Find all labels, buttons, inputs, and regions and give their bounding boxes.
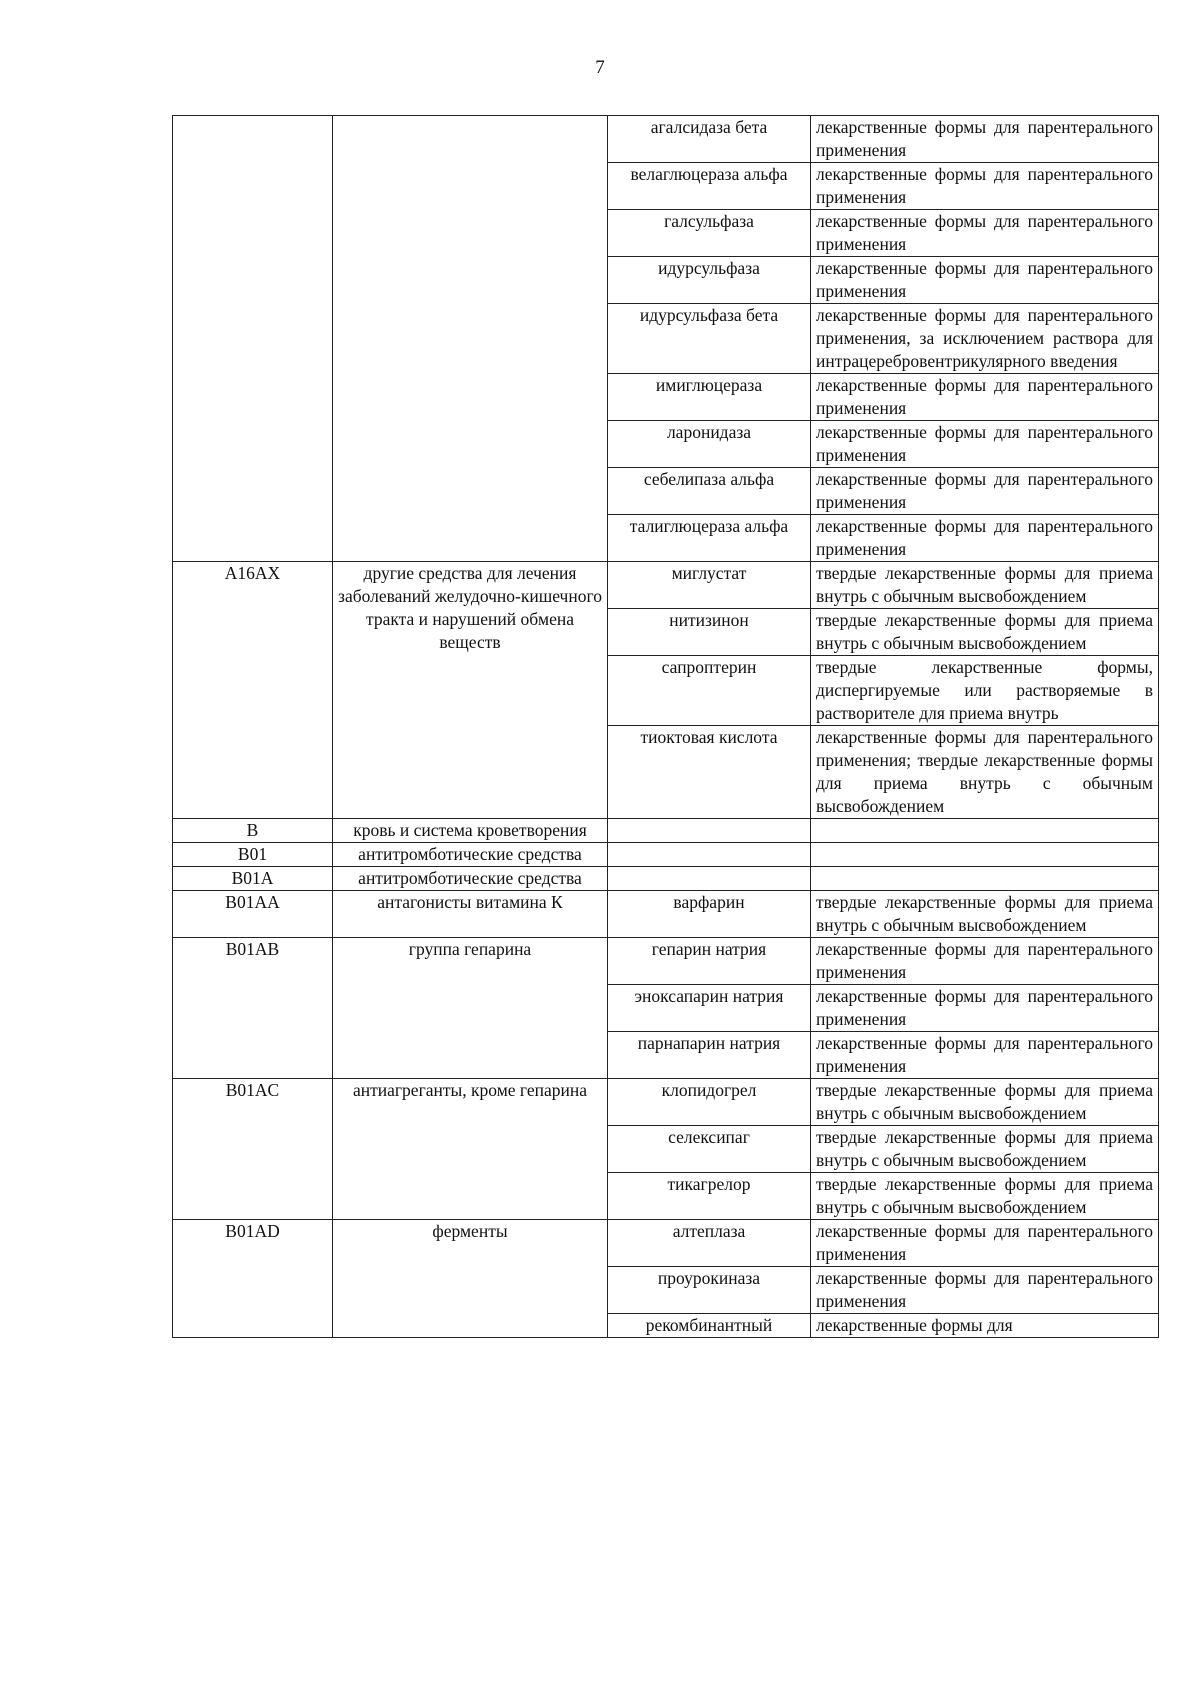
dosage-form-cell bbox=[811, 867, 1159, 891]
dosage-form-cell: лекарственные формы для парентерального применения bbox=[811, 1220, 1159, 1267]
drug-name-cell: ларонидаза bbox=[608, 421, 811, 468]
group-name-cell: антитромботические средства bbox=[333, 843, 608, 867]
group-name-cell: кровь и система кроветворения bbox=[333, 819, 608, 843]
dosage-form-cell: лекарственные формы для парентерального применения bbox=[811, 210, 1159, 257]
dosage-form-cell: твердые лекарственные формы для приема внутрь с обычным высвобождением bbox=[811, 891, 1159, 938]
drug-name-cell: имиглюцераза bbox=[608, 374, 811, 421]
atc-code-cell: B bbox=[173, 819, 333, 843]
drug-name-cell: тикагрелор bbox=[608, 1173, 811, 1220]
drug-name-cell: гепарин натрия bbox=[608, 938, 811, 985]
drug-name-cell: талиглюцераза альфа bbox=[608, 515, 811, 562]
dosage-form-cell: лекарственные формы для парентерального применения bbox=[811, 1267, 1159, 1314]
dosage-form-cell: твердые лекарственные формы для приема внутрь с обычным высвобождением bbox=[811, 562, 1159, 609]
drug-name-cell bbox=[608, 819, 811, 843]
drug-name-cell: идурсульфаза бета bbox=[608, 304, 811, 374]
drug-name-cell: тиоктовая кислота bbox=[608, 726, 811, 819]
dosage-form-cell: лекарственные формы для парентерального применения bbox=[811, 421, 1159, 468]
group-name-cell bbox=[333, 116, 608, 562]
group-name-cell: антагонисты витамина К bbox=[333, 891, 608, 938]
table-row bbox=[173, 1220, 1159, 1267]
atc-code-cell bbox=[173, 116, 333, 562]
drug-name-cell: сапроптерин bbox=[608, 656, 811, 726]
group-name-cell: антитромботические средства bbox=[333, 867, 608, 891]
dosage-form-cell: лекарственные формы для парентерального применения bbox=[811, 374, 1159, 421]
atc-code-cell: A16AX bbox=[173, 562, 333, 819]
dosage-form-cell: лекарственные формы для парентерального применения bbox=[811, 515, 1159, 562]
dosage-form-cell: лекарственные формы для парентерального применения bbox=[811, 985, 1159, 1032]
drug-name-cell: проурокиназа bbox=[608, 1267, 811, 1314]
drug-name-cell: идурсульфаза bbox=[608, 257, 811, 304]
group-name-cell: группа гепарина bbox=[333, 938, 608, 1079]
atc-code-cell: B01AA bbox=[173, 891, 333, 938]
atc-code-cell: B01AC bbox=[173, 1079, 333, 1220]
dosage-form-cell: лекарственные формы для парентерального применения; твердые лекарственные формы для приема внутрь с обычным высвобождением bbox=[811, 726, 1159, 819]
table-row bbox=[173, 867, 1159, 891]
dosage-form-cell: лекарственные формы для bbox=[811, 1314, 1159, 1338]
dosage-form-cell: твердые лекарственные формы для приема внутрь с обычным высвобождением bbox=[811, 1126, 1159, 1173]
drug-name-cell bbox=[608, 867, 811, 891]
dosage-form-cell: лекарственные формы для парентерального применения bbox=[811, 116, 1159, 163]
dosage-form-cell: лекарственные формы для парентерального применения bbox=[811, 468, 1159, 515]
drug-name-cell: рекомбинантный bbox=[608, 1314, 811, 1338]
dosage-form-cell: лекарственные формы для парентерального применения bbox=[811, 1032, 1159, 1079]
drug-name-cell: клопидогрел bbox=[608, 1079, 811, 1126]
drug-name-cell: нитизинон bbox=[608, 609, 811, 656]
drug-name-cell: парнапарин натрия bbox=[608, 1032, 811, 1079]
drug-name-cell: агалсидаза бета bbox=[608, 116, 811, 163]
table-row bbox=[173, 116, 1159, 163]
page-number: 7 bbox=[595, 57, 605, 78]
atc-code-cell: B01AB bbox=[173, 938, 333, 1079]
drug-name-cell bbox=[608, 843, 811, 867]
dosage-form-cell: твердые лекарственные формы, диспергируемые или растворяемые в растворителе для приема внутрь bbox=[811, 656, 1159, 726]
drug-name-cell: варфарин bbox=[608, 891, 811, 938]
table-row bbox=[173, 843, 1159, 867]
group-name-cell: антиагреганты, кроме гепарина bbox=[333, 1079, 608, 1220]
table-row bbox=[173, 1079, 1159, 1126]
dosage-form-cell: твердые лекарственные формы для приема внутрь с обычным высвобождением bbox=[811, 1079, 1159, 1126]
dosage-form-cell: твердые лекарственные формы для приема внутрь с обычным высвобождением bbox=[811, 609, 1159, 656]
medicines-table bbox=[172, 115, 1159, 1338]
dosage-form-cell: лекарственные формы для парентерального применения bbox=[811, 163, 1159, 210]
table-row bbox=[173, 938, 1159, 985]
dosage-form-cell: лекарственные формы для парентерального применения bbox=[811, 257, 1159, 304]
drug-name-cell: эноксапарин натрия bbox=[608, 985, 811, 1032]
atc-code-cell: B01 bbox=[173, 843, 333, 867]
dosage-form-cell: лекарственные формы для парентерального применения bbox=[811, 938, 1159, 985]
drug-name-cell: галсульфаза bbox=[608, 210, 811, 257]
group-name-cell: другие средства для лечения заболеваний желудочно-кишечного тракта и нарушений обмена веществ bbox=[333, 562, 608, 819]
drug-name-cell: миглустат bbox=[608, 562, 811, 609]
table-row bbox=[173, 562, 1159, 609]
drug-name-cell: алтеплаза bbox=[608, 1220, 811, 1267]
drug-name-cell: велаглюцераза альфа bbox=[608, 163, 811, 210]
atc-code-cell: B01AD bbox=[173, 1220, 333, 1338]
medicines-table-body bbox=[173, 116, 1159, 1338]
drug-name-cell: себелипаза альфа bbox=[608, 468, 811, 515]
dosage-form-cell: лекарственные формы для парентерального применения, за исключением раствора для интрацеребровентрикулярного введения bbox=[811, 304, 1159, 374]
table-row bbox=[173, 891, 1159, 938]
table-row bbox=[173, 819, 1159, 843]
drug-name-cell: селексипаг bbox=[608, 1126, 811, 1173]
atc-code-cell: B01A bbox=[173, 867, 333, 891]
group-name-cell: ферменты bbox=[333, 1220, 608, 1338]
dosage-form-cell bbox=[811, 819, 1159, 843]
dosage-form-cell: твердые лекарственные формы для приема внутрь с обычным высвобождением bbox=[811, 1173, 1159, 1220]
dosage-form-cell bbox=[811, 843, 1159, 867]
